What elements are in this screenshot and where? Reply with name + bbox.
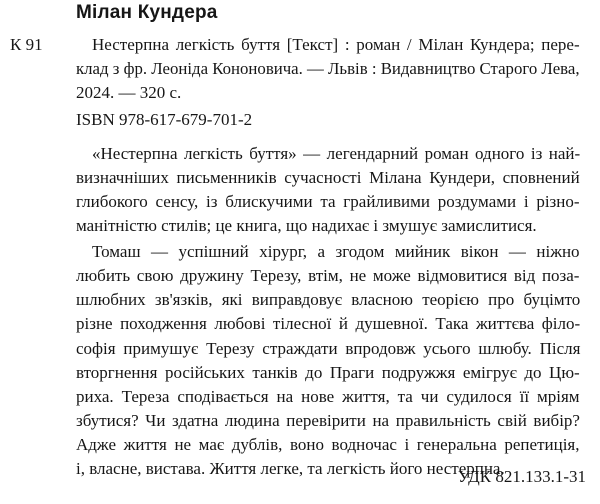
isbn: ISBN 978-617-679-701-2 (76, 110, 253, 129)
annotation-line: «Нестерпна легкість буття» — легендарний роман одного із най- (92, 144, 581, 163)
catalog-code: К 91 (10, 35, 43, 54)
annotation-line: софія примушує Терезу страждати впродовж усього шлюбу. Після (76, 339, 581, 358)
annotation-line: і, власне, вистава. Життя легке, та легкість його нестерпна. (76, 459, 505, 478)
annotation-line: Томаш — успішний хірург, а згодом мийник вікон — ніжно (92, 242, 580, 261)
annotation-line: шлюбних зв'язків, які виправдовує власною теорією про буцімто (76, 290, 581, 309)
annotation-line: збутися? Чи здатна людина перевірити на правильність свій вибір? (76, 411, 580, 430)
author-name: Мілан Кундера (76, 2, 218, 23)
annotation-line: вторгнення російських танків до Праги подружжя емігрує до Цю- (76, 363, 580, 382)
bibliographic-line: 2024. — 320 с. (76, 83, 182, 102)
annotation-line: глибокого сенсу, із блискучими та грайливими роздумами і різно- (76, 192, 580, 211)
annotation-line: Адже життя не має дублів, воно водночас і генеральна репетиція, (76, 435, 580, 454)
annotation-line: визначніших письменників сучасності Мілана Кундери, сповнений (76, 168, 580, 187)
bibliographic-line: клад з фр. Леоніда Кононовича. — Львів : Видавництво Старого Лева, (76, 59, 580, 78)
annotation-line: риха. Тереза сподівається на нове життя, та чи судилося її мріям (76, 387, 580, 406)
annotation-line: любить свою дружину Терезу, втім, не може відмовитися від поза- (76, 266, 580, 285)
bibliographic-line: Нестерпна легкість буття [Текст] : роман / Мілан Кундера; пере- (92, 35, 580, 54)
annotation-line: манітністю стилів; це книга, що надихає і змушує замислитися. (76, 216, 537, 235)
annotation-line: різне походження любові тілесної й душевної. Така життєва філо- (76, 314, 581, 333)
udk-code: УДК 821.133.1-31 (457, 467, 586, 486)
